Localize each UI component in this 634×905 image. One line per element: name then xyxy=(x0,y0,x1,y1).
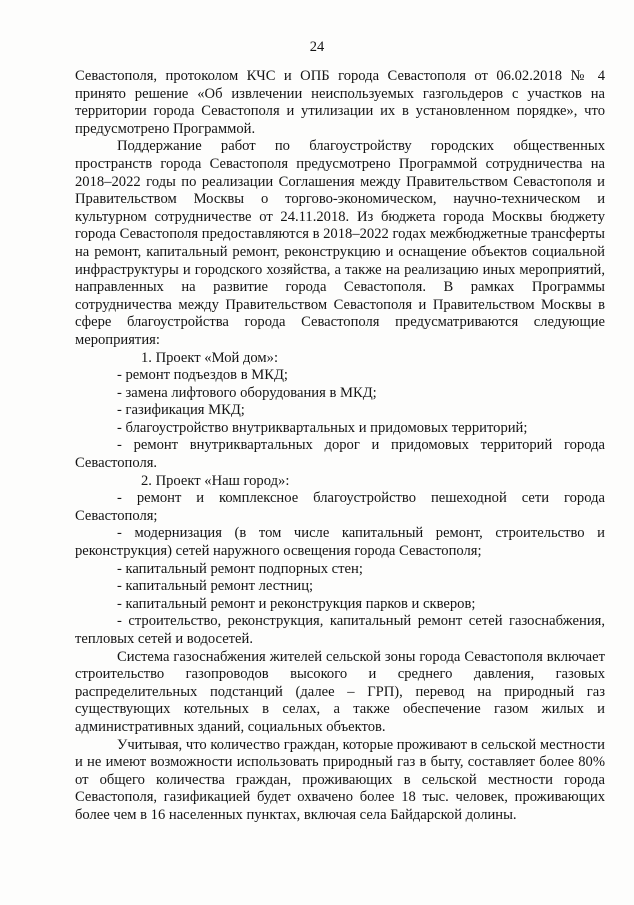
project-my-home-heading: 1. Проект «Мой дом»: xyxy=(141,349,279,366)
list-item: - капитальный ремонт лестниц; xyxy=(117,578,314,595)
paragraph-continuation: Севастополя, протоколом КЧС и ОПБ города Севастополя от 06.02.2018 № 4 принято решение «Об извлечении неиспользуемых газгольдеров с участков на территории города Севастополя и утилизации их в установленном порядке», что предусмотрено Программой. xyxy=(75,68,605,137)
list-item: - ремонт подъездов в МКД; xyxy=(117,367,288,384)
paragraph-gas-supply-system: Система газоснабжения жителей сельской зоны города Севастополя включает строительство газопроводов высокого и среднего давления, газовых распределительных подстанций (далее – ГРП), перевод на природный газ существующих котельных в селах, а также обеспечение газом жилых и административных зданий, социальных объектов. xyxy=(75,648,605,735)
list-item: - строительство, реконструкция, капитальный ремонт сетей газоснабжения, тепловых сетей и водосетей. xyxy=(75,613,605,647)
list-item: - газификация МКД; xyxy=(117,402,245,419)
list-item: - ремонт и комплексное благоустройство пешеходной сети города Севастополя; xyxy=(75,490,605,524)
list-item: - ремонт внутриквартальных дорог и придомовых территорий города Севастополя. xyxy=(75,437,605,472)
list-item: - благоустройство внутриквартальных и придомовых территорий; xyxy=(117,419,528,436)
list-item: - замена лифтового оборудования в МКД; xyxy=(117,384,377,401)
paragraph-gasification-coverage: Учитывая, что количество граждан, которые проживают в сельской местности и не имеют возможности использовать природный газ в быту, составляет более 80% от общего количества граждан, проживающих в сельской местности города Севастополя, газификацией будет охвачено более 18 тыс. человек, проживающих более чем в 16 населенных пунктах, включая села Байдарской долины. xyxy=(75,736,605,823)
paragraph-cooperation-program: Поддержание работ по благоустройству городских общественных пространств города Севастополя предусмотрено Программой сотрудничества на 2018–2022 годы по реализации Соглашения между Правительством Севастополя и Правительством Москвы о торгово-экономическом, научно-техническом и культурном сотрудничестве от 24.11.2018. Из бюджета города Москвы бюджету города Севастополя предоставляются в 2018–2022 годах межбюджетные трансферты на ремонт, капитальный ремонт, реконструкцию и оснащение объектов социальной инфраструктуры и городского хозяйства, а также на реализацию иных мероприятий, направленных на развитие города Севастополя. В рамках Программы сотрудничества между Правительством Севастополя и Правительством Москвы в сфере благоустройства города Севастополя предусматриваются следующие мероприятия: xyxy=(75,138,605,348)
document-body xyxy=(75,68,605,825)
project-our-city-heading: 2. Проект «Наш город»: xyxy=(141,472,290,489)
list-item: - модернизация (в том числе капитальный ремонт, строительство и реконструкция) сетей наружного освещения города Севастополя; xyxy=(75,525,605,560)
list-item: - капитальный ремонт подпорных стен; xyxy=(117,560,363,577)
page-number: 24 xyxy=(309,39,325,55)
list-item: - капитальный ремонт и реконструкция парков и скверов; xyxy=(117,595,476,612)
